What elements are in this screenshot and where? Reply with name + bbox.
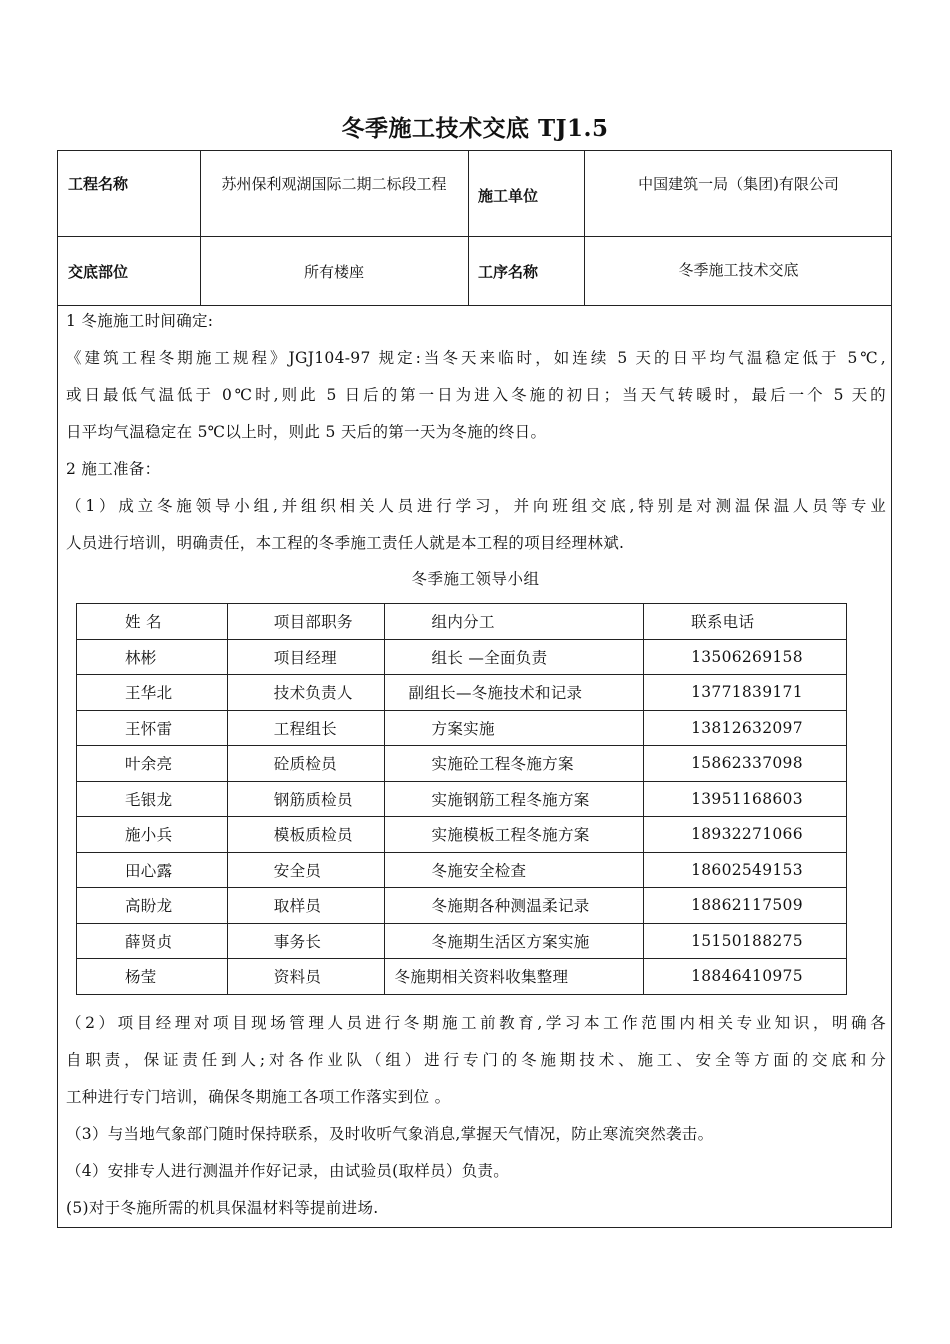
group-caption: 冬季施工领导小组 (411, 570, 540, 588)
member-duty: 冬施期各种测温柔记录 (384, 888, 644, 924)
member-duty: 组长 —全面负责 (384, 639, 644, 675)
table-row (77, 852, 847, 888)
member-role: 安全员 (227, 852, 384, 888)
leadership-group-table (76, 603, 847, 995)
process-value: 冬季施工技术交底 (678, 261, 799, 279)
member-phone: 15862337098 (644, 746, 847, 782)
member-phone: 13812632097 (644, 710, 847, 746)
member-phone: 18846410975 (644, 959, 847, 995)
member-role: 取样员 (227, 888, 384, 924)
part-value: 所有楼座 (303, 263, 364, 281)
member-name: 王华北 (77, 675, 228, 711)
section2-item2-line-2: 自职责，保证责任到人;对各作业队（组）进行专门的冬施期技术、施工、安全等方面的交底和分 (66, 1051, 886, 1069)
member-duty: 副组长—冬施技术和记录 (384, 675, 644, 711)
part-label: 交底部位 (68, 263, 129, 281)
section2-item4: （4）安排专人进行测温并作好记录，由试验员(取样员）负责。 (66, 1162, 510, 1180)
project-name-value: 苏州保利观湖国际二期二标段工程 (221, 175, 447, 193)
member-phone: 15150188275 (644, 923, 847, 959)
table-row (77, 923, 847, 959)
table-header-duty: 组内分工 (384, 604, 644, 640)
section1-line-3: 日平均气温稳定在 5℃以上时，则此 5 天后的第一天为冬施的终日。 (66, 423, 547, 441)
member-name: 田心露 (77, 852, 228, 888)
section1 (66, 303, 886, 562)
member-role: 项目经理 (227, 639, 384, 675)
table-row (77, 817, 847, 853)
table-header-role: 项目部职务 (227, 604, 384, 640)
construction-unit-label: 施工单位 (478, 187, 539, 205)
table-row (77, 959, 847, 995)
member-duty: 实施模板工程冬施方案 (384, 817, 644, 853)
member-duty: 实施砼工程冬施方案 (384, 746, 644, 782)
section1-line-1: 《建筑工程冬期施工规程》JGJ104-97 规定:当冬天来临时，如连续 5 天的日平均气温稳定低于 5℃, (66, 349, 886, 367)
section2-item5: (5)对于冬施所需的机具保温材料等提前进场. (66, 1199, 379, 1217)
member-role: 砼质检员 (227, 746, 384, 782)
table-row (77, 781, 847, 817)
member-name: 高盼龙 (77, 888, 228, 924)
member-phone: 18862117509 (644, 888, 847, 924)
member-name: 施小兵 (77, 817, 228, 853)
section2-items (66, 1005, 886, 1227)
process-label: 工序名称 (478, 263, 539, 281)
member-phone: 13506269158 (644, 639, 847, 675)
member-duty: 实施钢筋工程冬施方案 (384, 781, 644, 817)
member-phone: 13951168603 (644, 781, 847, 817)
table-row (77, 710, 847, 746)
member-name: 杨莹 (77, 959, 228, 995)
table-row (77, 639, 847, 675)
section2-heading: 2 施工准备： (66, 460, 161, 478)
project-name-label: 工程名称 (68, 175, 129, 193)
section1-line-2: 或日最低气温低于 0℃时,则此 5 日后的第一日为进入冬施的初日；当天气转暖时，最后一个 5 天的 (66, 386, 886, 404)
header-row-divider (58, 236, 891, 237)
member-phone: 13771839171 (644, 675, 847, 711)
member-role: 工程组长 (227, 710, 384, 746)
table-row (77, 746, 847, 782)
member-role: 资料员 (227, 959, 384, 995)
member-name: 叶余亮 (77, 746, 228, 782)
member-role: 技术负责人 (227, 675, 384, 711)
section2-item2-line-3: 工种进行专门培训，确保冬期施工各项工作落实到位 。 (66, 1088, 451, 1106)
section2-item1-line-2: 人员进行培训，明确责任，本工程的冬季施工责任人就是本工程的项目经理林斌. (66, 534, 625, 552)
section1-heading: 1 冬施施工时间确定: (66, 312, 214, 330)
member-name: 林彬 (77, 639, 228, 675)
member-phone: 18932271066 (644, 817, 847, 853)
construction-unit-value: 中国建筑一局（集团)有限公司 (638, 175, 839, 193)
table-row (77, 675, 847, 711)
section2-item1-line-1: （1）成立冬施领导小组,并组织相关人员进行学习，并向班组交底,特别是对测温保温人员等专业 (66, 497, 886, 515)
member-duty: 冬施期生活区方案实施 (384, 923, 644, 959)
section2-item3: （3）与当地气象部门随时保持联系，及时收听气象消息,掌握天气情况，防止寒流突然袭击。 (66, 1125, 714, 1143)
member-role: 模板质检员 (227, 817, 384, 853)
handover-form (57, 150, 892, 1228)
table-header-row (77, 604, 847, 640)
table-row (77, 888, 847, 924)
member-phone: 18602549153 (644, 852, 847, 888)
member-duty: 冬施期相关资料收集整理 (384, 959, 644, 995)
member-role: 事务长 (227, 923, 384, 959)
member-name: 王怀雷 (77, 710, 228, 746)
header-col-divider-2 (468, 151, 469, 305)
member-name: 毛银龙 (77, 781, 228, 817)
member-name: 薛贤贞 (77, 923, 228, 959)
member-duty: 冬施安全检查 (384, 852, 644, 888)
table-header-phone: 联系电话 (644, 604, 847, 640)
document-title: 冬季施工技术交底 TJ1.5 (341, 115, 609, 142)
section2-item2-line-1: （2）项目经理对项目现场管理人员进行冬期施工前教育,学习本工作范围内相关专业知识，明确各 (66, 1014, 886, 1032)
table-header-name: 姓 名 (77, 604, 228, 640)
member-role: 钢筋质检员 (227, 781, 384, 817)
member-duty: 方案实施 (384, 710, 644, 746)
